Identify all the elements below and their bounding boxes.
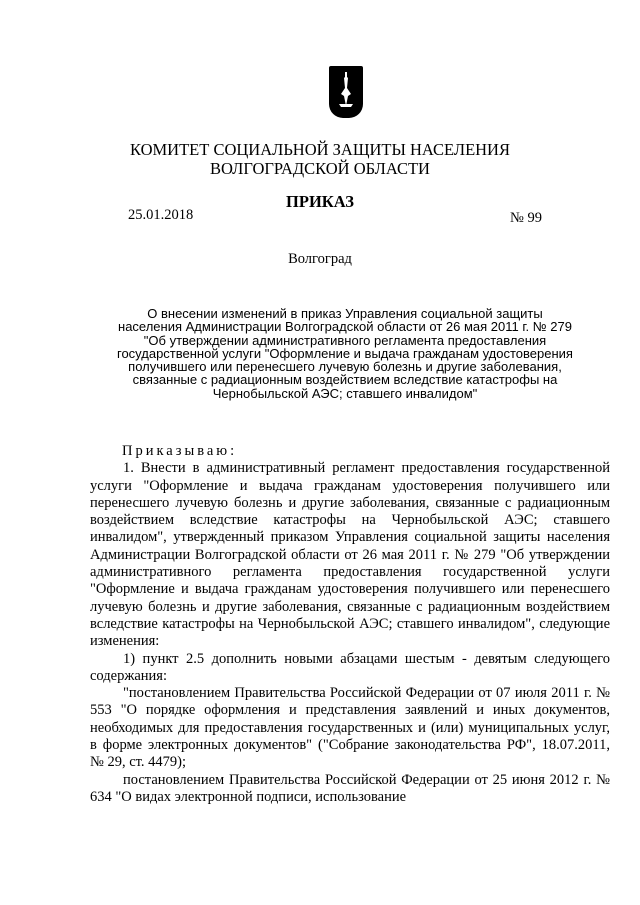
paragraph-decree-634: постановлением Правительства Российской Федерации от 25 июня 2012 г. № 634 "О видах электронной подписи, использование: [90, 771, 610, 805]
organization-name-line-1: КОМИТЕТ СОЦИАЛЬНОЙ ЗАЩИТЫ НАСЕЛЕНИЯ: [130, 140, 510, 159]
paragraph-decree-553: "постановлением Правительства Российской Федерации от 07 июля 2011 г. № 553 "О порядке оформления и представления заявлений и иных документов, необходимых для предоставления государственных и (или) муниципальных услуг, в форме электронных документов" ("Собрание законодательства РФ", 18.07.2011, № 29, ст. 4479);: [90, 685, 610, 771]
paragraph-item-1-1: 1) пункт 2.5 дополнить новыми абзацами шестым - девятым следующего содержания:: [90, 650, 610, 684]
order-word: Приказываю:: [122, 443, 238, 459]
paragraph-item-1: 1. Внести в административный регламент предоставления государственной услуги "Оформление и выдача гражданам удостоверения получившего или перенесшего лучевую болезнь и другие заболевания, связанные с радиационным воздействием вследствие катастрофы на Чернобыльской АЭС; ставшего инвалидом", утвержденный приказом Управления социальной защиты населения Администрации Волгоградской области от 26 мая 2011 г. № 279 "Об утверждении административного регламента предоставления государственной услуги "Оформление и выдача гражданам удостоверения получившего или перенесшего лучевую болезнь и другие заболевания, связанные с радиационным воздействием вследствие катастрофы на Чернобыльской АЭС; ставшего инвалидом", следующие изменения:: [90, 460, 610, 650]
document-date: 25.01.2018: [128, 207, 194, 223]
coat-of-arms-emblem: [329, 66, 363, 118]
subject-line: получившего или перенесшего лучевую болезнь и другие заболевания,: [128, 359, 562, 375]
document-type: ПРИКАЗ: [286, 192, 354, 211]
subject-line: населения Администрации Волгоградской области от 26 мая 2011 г. № 279: [118, 319, 572, 335]
subject-line: Чернобыльской АЭС; ставшего инвалидом": [212, 385, 478, 401]
organization-name-line-2: ВОЛГОГРАДСКОЙ ОБЛАСТИ: [210, 159, 430, 178]
organization-name: [0, 140, 640, 178]
document-city: Волгоград: [288, 251, 352, 267]
document-body: [90, 443, 610, 806]
coat-of-arms-icon: [329, 66, 363, 118]
subject-line: О внесении изменений в приказ Управления социальной защиты: [147, 306, 543, 321]
subject-line: "Об утверждении административного регламента предоставления: [143, 332, 547, 348]
document-number: № 99: [510, 210, 542, 226]
subject-line: связанные с радиационным воздействием вследствие катастрофы на: [132, 372, 558, 388]
subject-line: государственной услуги "Оформление и выдача гражданам удостоверения: [117, 345, 573, 361]
document-subject: [110, 307, 580, 400]
